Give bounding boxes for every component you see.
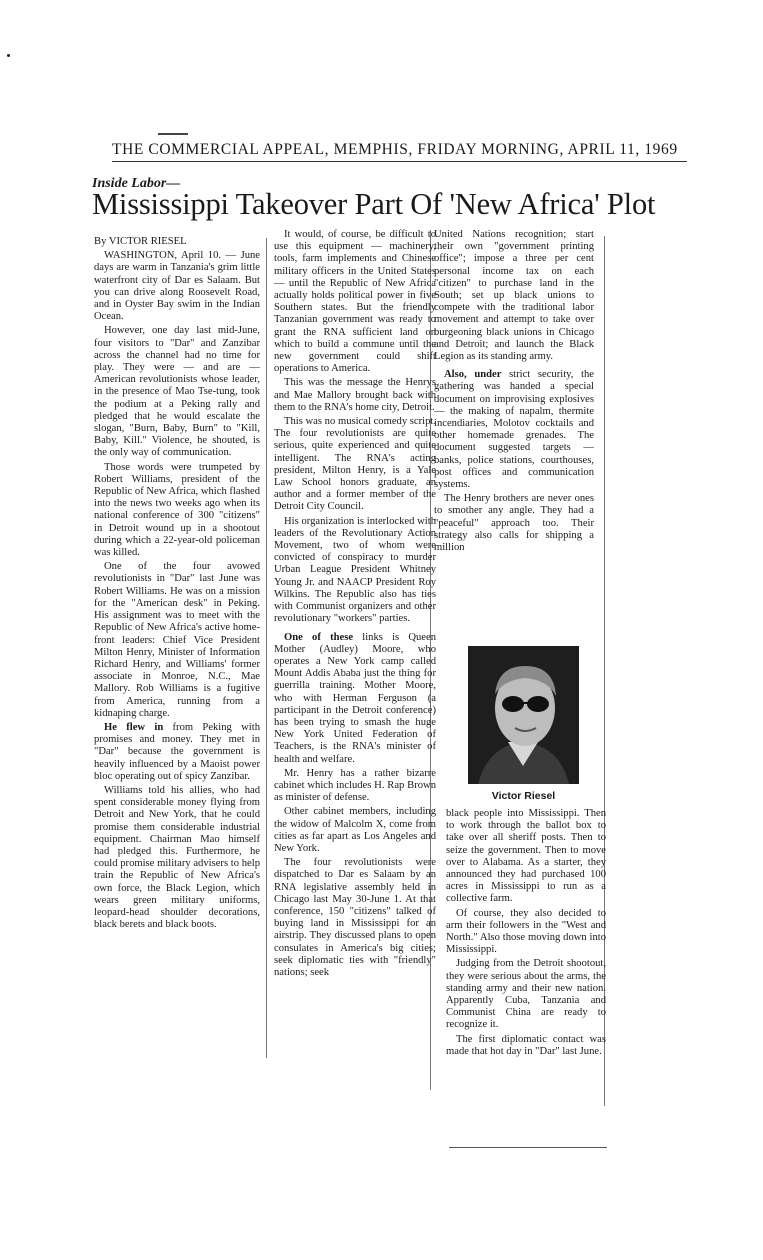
paragraph: The four revolutionists were dispatched to Dar es Salaam by an RNA legislative assembly held in Chicago last May 30-June 1. At that conference, 150 "citizens" talked of buying land in Mississippi for an airstrip. They discussed plans to open consulates in America's big cities; seek diplomatic ties with "friendly" nations; seek	[274, 857, 436, 978]
paragraph: United Nations recognition; start their own "government printing office"; impose a three per cent personal income tax on each "citizen" to purchase land in the South; set up black unions to compete with the traditional labor movement and attempt to take over burgeoning black unions in Chicago and Detroit; and launch the Black Legion as its standing army.	[434, 229, 594, 363]
article-column-3	[434, 229, 594, 639]
byline: By VICTOR RIESEL	[94, 236, 187, 247]
paragraph-text: from Peking with promises and money. They met in "Dar" because the government is heavily influenced by a Maoist power bloc operating out of spicy Zanzibar.	[94, 721, 260, 782]
author-photo	[468, 646, 579, 784]
paragraph-text: links is Queen Mother (Audley) Moore, who operates a New York camp called Mount Addis Ababa just the thing for guerrilla training. Mother Moore, who with Herman Ferguson (a participant in the Detroit conference) has been trying to smash the huge New York United Federation of Teachers, is the RNA's minister of health and welfare.	[274, 631, 437, 765]
section-lead: Also, under	[444, 369, 502, 381]
paragraph: Judging from the Detroit shootout, they were serious about the arms, the standing army and their new nation. Apparently Cuba, Tanzania and Communist China are ready to recognize it.	[446, 958, 606, 1031]
paragraph: WASHINGTON, April 10. — June days are warm in Tanzania's grim little waterfront city of Dar es Salaam. But you can drive along Roosevelt Road, and in Oyster Bay swim in the Indian Ocean.	[94, 250, 260, 323]
article-column-3-continued	[446, 808, 606, 1148]
column-kicker: Inside Labor—	[92, 176, 181, 191]
column-divider	[266, 238, 267, 1058]
paragraph: Of course, they also decided to arm their followers in the "West and North." Also those moving down into Mississippi.	[446, 907, 606, 956]
stray-mark	[7, 54, 10, 57]
paragraph: Those words were trumpeted by Robert Williams, president of the Republic of New Africa, which flashed into the news two weeks ago when its national conference of 300 "citizens" in Detroit wound up in a shootout during which a 22-year-old policeman was killed.	[94, 461, 260, 559]
masthead-rule	[112, 161, 687, 162]
headline: Mississippi Takeover Part Of 'New Africa' Plot	[92, 187, 656, 221]
paragraph: This was no musical comedy script. The four revolutionists are quite serious, quite experienced and quite intelligent. The RNA's acting president, Milton Henry, is a Yale Law School honors graduate, an author and a former member of the Detroit City Council.	[274, 416, 436, 513]
end-rule	[449, 1147, 607, 1148]
paragraph: black people into Mississippi. Then to work through the ballot box to take over all sheriff posts. Then to seize the government. Then to move over to Alabama. As a starter, they announced they had purchased 100 acres in Mississippi to run as a collective farm.	[446, 808, 606, 905]
paragraph: However, one day last mid-June, four visitors to "Dar" and Zanzibar across the channel had no time for play. They were — and are — American revolutionists whose leader, in the presence of Mao Tse-tung, took the podium at a Peking rally and pledged that he would escalate the slogan, "Burn, Baby, Burn" to "Kill, Baby, Kill." Violence, he shouted, is the only way of communication.	[94, 325, 260, 459]
paragraph: This was the message the Henrys and Mae Mallory brought back with them to the RNA's home city, Detroit.	[274, 377, 436, 413]
paragraph	[94, 722, 260, 783]
paragraph: One of the four avowed revolutionists in "Dar" last June was Robert Williams. He was on a mission for the "American desk" in Peking. His assignment was to meet with the Republic of New Africa's active home-front leaders: Chief Vice President Milton Henry, Minister of Information Richard Henry, and Williams' former associate in Monroe, N.C., Mae Mallory. Rob Williams is a fugitive from America, running from a kidnaping charge.	[94, 561, 260, 719]
paragraph: Other cabinet members, including the widow of Malcolm X, come from cities as far apart as Los Angeles and New York.	[274, 806, 436, 854]
paragraph	[434, 369, 594, 491]
paragraph: It would, of course, be difficult to use this equipment — machinery, tools, farm implements and Chinese military officers in the United States — until the Republic of New Africa actually holds political power in five Southern states. But the friendly Tanzanian government was ready to grant the RNA sufficient land on which to build a commune until the new government could shift operations to America.	[274, 229, 436, 375]
section-lead: One of these	[284, 631, 354, 643]
paragraph: The first diplomatic contact was made that hot day in "Dar" last June.	[446, 1033, 606, 1057]
paragraph-text: strict security, the gathering was handed a special document on improvising explosives — the making of napalm, thermite incendiaries, Molotov cocktails and other homemade grenades. The document suggested targets — banks, police stations, courthouses, post offices and communication systems.	[434, 369, 594, 491]
page-mark	[158, 133, 188, 135]
paragraph: Mr. Henry has a rather bizarre cabinet which includes H. Rap Brown as minister of defense.	[274, 767, 436, 804]
section-lead: He flew in	[104, 721, 164, 733]
article-column-2	[274, 229, 436, 1089]
paragraph	[274, 632, 436, 766]
paragraph: Williams told his allies, who had spent considerable money flying from Detroit and New York, that he could promise them considerable industrial equipment. Chairman Mao himself had pledged this. Furthermore, he could promise military advisers to help train the Republic of New Africa's own force, the Black Legion, which wears green military uniforms, leopard-head shoulder decorations, black berets and black boots.	[94, 784, 260, 931]
photo-caption: Victor Riesel	[491, 790, 556, 802]
masthead: THE COMMERCIAL APPEAL, MEMPHIS, FRIDAY MORNING, APRIL 11, 1969	[112, 141, 678, 158]
paragraph: The Henry brothers are never ones to smother any angle. They had a "peaceful" approach too. Their strategy also calls for shipping a million	[434, 493, 594, 554]
article-column-1	[94, 236, 260, 1056]
paragraph: His organization is interlocked with leaders of the Revolutionary Action Movement, two of whom were convicted of conspiracy to murder Urban League President Whitney Young Jr. and NAACP President Roy Wilkins. The Republic also has ties with Communist organizers and other revolutionary "workers" parties.	[274, 515, 436, 625]
